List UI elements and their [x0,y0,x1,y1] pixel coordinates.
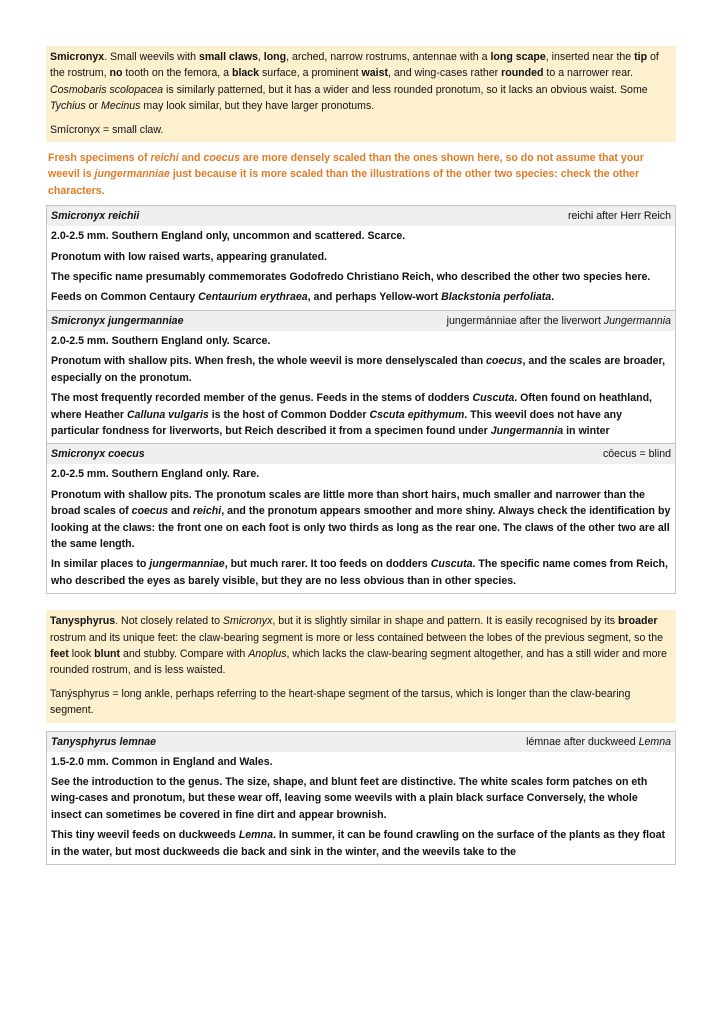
italic-text: coecus [203,152,240,165]
bold-text: no [109,67,123,80]
section-gap [46,594,676,610]
bold-text: long [263,51,287,63]
species-name: Tanysphyrus lemnae [51,735,156,748]
species-paragraph: Pronotum with shallow pits. The pronotum scales are little more than short hairs, much smaller and narrower than the broad scales of coecus and reichi, and the pronotum appears smoother and more shiny. Always check the identification by looking at the claws: the front one on each foot is only two thirds as long as the rear one. The claws of the other two are all the same length. [51,488,671,550]
bold-text: waist [361,67,389,80]
smicronyx-etymology: Smícronyx = small claw. [50,123,164,136]
italic-text: Mecinus [101,100,141,113]
tanysphyrus-etymology: Tanýsphyrus = long ankle, perhaps referring to the heart-shape segment of the tarsus, which is longer than the claw-bearing segment. [50,687,631,717]
species-paragraph: Feeds on Common Centaury Centaurium erythraea, and perhaps Yellow-wort Blackstonia perfoliata. [51,291,555,304]
species-etymology: lémnae after duckweed Lemna [526,735,671,748]
tanysphyrus-species-table [46,731,676,865]
species-name: Smicronyx coecus [51,448,145,461]
italic-text: coecus [486,355,523,368]
species-body-reichii [47,226,675,310]
bold-text: rounded [501,67,544,80]
smicronyx-intro: Smicronyx. Small weevils with small claws, long, arched, narrow rostrums, antennae with a long scape, inserted near the tip of the rostrum, no tooth on the femora, a black surface, a prominent waist, and wing-cases rather rounded to a narrower rear. Cosmobaris scolopacea is similarly patterned, but it has a wider and less rounded pronotum, so it lacks an obvious waist. Some Tychius or Mecinus may look similar, but they have larger pronotums. [50,51,659,113]
scaling-warning: Fresh specimens of reichi and coecus are more densely scaled than the ones shown here, so do not assume that your weevil is jungermanniae just because it is more scaled than the illustrations of the other two species: check the other characters. [48,152,644,197]
italic-text: Cosmobaris scolopacea [50,83,164,96]
italic-text: Centaurium erythraea [198,291,308,304]
italic-text: Calluna vulgaris [126,408,209,421]
species-paragraph: 2.0-2.5 mm. Southern England only. Scarce. [51,334,271,347]
italic-text: Lemna [238,829,273,842]
species-paragraph: Pronotum with shallow pits. When fresh, the whole weevil is more denselyscaled than coecus, and the scales are broader, especially on the pronotum. [51,355,666,384]
italic-text: Lemna [638,735,671,748]
italic-text: jungermanniae [149,558,225,571]
species-paragraph: In similar places to jungermanniae, but much rarer. It too feeds on dodders Cuscuta. The specific name comes from Reich, who described the eyes as barely visible, but they are no less obvious than in other species. [51,558,668,587]
species-etymology: cōecus = blind [602,448,671,461]
italic-text: reichi [150,152,179,165]
species-etymology: reichi after Herr Reich [567,210,671,223]
species-header-coecus [47,443,675,464]
species-name: Smicronyx jungermanniae [51,314,184,327]
species-body-coecus [47,464,675,593]
species-paragraph: The most frequently recorded member of the genus. Feeds in the stems of dodders Cuscuta. Often found on heathland, where Heather Calluna vulgaris is the host of Common Dodder Cscuta epithymum. This weevil does not have any particular fondness for liverworts, but Reich described it from a specimen found under Jungermannia in winter [51,392,652,437]
species-paragraph: 2.0-2.5 mm. Southern England only. Rare. [51,468,260,481]
italic-text: jungermanniae [94,168,170,181]
species-paragraph: See the introduction to the genus. The size, shape, and blunt feet are distinctive. The white scales form patches on eth wing-cases and pronotum, but these wear off, leaving some weevils with a plain black surface Conversely, the whole insect can sometimes be covered in fine dirt and appear brownish. [51,776,648,821]
smicronyx-species-table [46,205,676,594]
document-page [46,46,676,865]
italic-text: Anoplus [248,647,287,660]
spacer [46,723,676,731]
species-body-jungermanniae [47,331,675,443]
bold-text: small claws [198,51,258,63]
smicronyx-intro-box [46,46,676,142]
bold-text: feet [50,647,69,660]
bold-text: black [231,67,260,80]
bold-text: long scape [490,51,546,63]
species-header-jungermanniae [47,310,675,331]
species-header-lemnae [47,732,675,752]
species-paragraph: 1.5-2.0 mm. Common in England and Wales. [51,755,273,768]
italic-text: Smicronyx [222,615,273,628]
italic-text: Cuscuta [430,558,473,571]
italic-text: Jungermannia [603,314,671,327]
italic-text: coecus [131,505,169,518]
italic-text: Cscuta epithymum [369,408,465,421]
tanysphyrus-intro: Tanysphyrus. Not closely related to Smicronyx, but it is slightly similar in shape and pattern. It is easily recognised by its broader rostrum and its unique feet: the claw-bearing segment is more or less contained between the lobes of the previous segment, so the feet look blunt and stubby. Compare with Anoplus, which lacks the claw-bearing segment altogether, and has a still wider and more rounded rostrum, and is less waisted. [50,615,667,677]
italic-text: reichi [192,505,222,518]
bold-text: Tanysphyrus [50,615,116,628]
italic-text: Jungermannia [490,424,564,437]
species-paragraph: Pronotum with low raised warts, appearing granulated. [51,250,328,263]
species-paragraph: This tiny weevil feeds on duckweeds Lemna. In summer, it can be found crawling on the surface of the plants as they float in the water, but most duckweeds die back and sink in the winter, and the weevils take to the [51,829,666,858]
italic-text: Cuscuta [472,392,515,405]
species-name: Smicronyx reichii [51,210,140,223]
tanysphyrus-intro-box [46,610,676,722]
bold-text: broader [618,615,658,628]
species-paragraph: The specific name presumably commemorates Godofredo Christiano Reich, who described the other two species here. [51,271,651,284]
italic-text: Tychius [50,100,86,113]
bold-text: blunt [94,647,121,660]
species-header-reichii [47,206,675,226]
species-paragraph: 2.0-2.5 mm. Southern England only, uncommon and scattered. Scarce. [51,230,406,243]
italic-text: Blackstonia perfoliata [441,291,552,304]
bold-text: tip [634,51,648,63]
bold-text: Smicronyx [50,51,105,63]
species-body-lemnae [47,752,675,864]
species-etymology: jungermánniae after the liverwort Jungermannia [446,314,671,327]
